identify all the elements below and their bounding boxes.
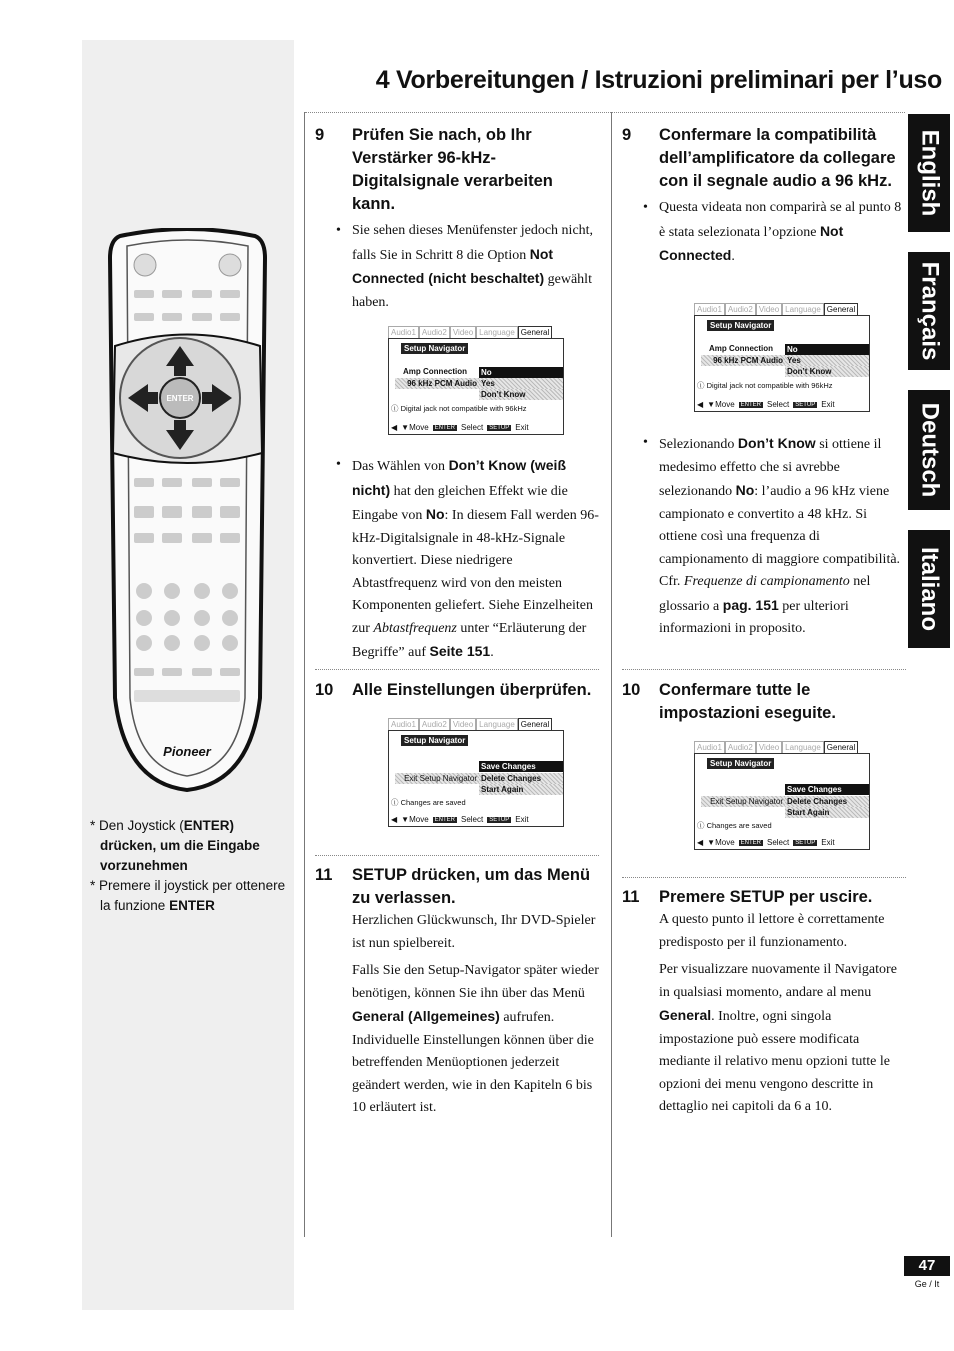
tab-italiano[interactable]: Italiano	[908, 530, 950, 648]
column-divider	[611, 112, 612, 1237]
column-divider	[304, 112, 305, 1237]
paragraph: A questo punto il lettore è correttamente predisposto per il funzionamento.	[659, 912, 885, 950]
caption-it: * Premere il joystick per ottenere la funzione ENTER	[90, 878, 286, 913]
divider	[315, 855, 599, 856]
step-9-heading: 9 Confermare la compatibilità dell’amplificatore da collegare con il segnale audio a 96 kHz.	[622, 126, 896, 190]
german-step-10	[315, 679, 600, 702]
setup-screen-amp-connection: Audio1 Audio2 Video Language General Setup Navigator Amp Connection 96 kHz PCM Audio No Yes Don’t Know ⓘ Digital jack not compatible with 96kHz ◀ ▼Move ENTER Select SETUP Exit	[388, 326, 564, 436]
divider	[315, 669, 599, 670]
step-10-heading: 10 Confermare tutte le impostazioni eseguite.	[622, 681, 836, 722]
paragraph: Herzlichen Glückwunsch, Ihr DVD-Spieler ist nun spielbereit.	[352, 913, 596, 951]
german-column-cont	[315, 452, 600, 665]
step-11-heading: 11 SETUP drücken, um das Menü zu verlassen.	[315, 866, 591, 907]
caption-de: * Den Joystick (ENTER) drücken, um die Eingabe vorzunehmen	[90, 818, 260, 873]
remote-control-illustration	[100, 228, 275, 798]
page-number: 47	[904, 1256, 950, 1276]
paragraph: Falls Sie den Setup-Navigator später wieder benötigen, können Sie ihn über das Menü General (Allgemeines) aufrufen. Individuelle Einstellungen können über die betreffenden Menüoptionen jederzeit geändert werden, wie in den Kapiteln 6 bis 10 erläutert ist.	[352, 963, 599, 1115]
bullet-item: • Sie sehen dieses Menüfenster jedoch nicht, falls Sie in Schritt 8 die Option Not Connected (nicht beschaltet) gewählt haben.	[336, 223, 594, 310]
step-9-heading: 9 Prüfen Sie nach, ob Ihr Verstärker 96-kHz-Digitalsignale verarbeiten kann.	[315, 126, 553, 213]
tab-deutsch[interactable]: Deutsch	[908, 390, 950, 510]
italian-column	[622, 124, 907, 269]
tab-english[interactable]: English	[908, 114, 950, 232]
divider	[622, 669, 906, 670]
paragraph: Per visualizzare nuovamente il Navigatore in qualsiasi momento, andare al menu General. Inoltre, ogni singola impostazione può essere modificata mediante il relativo menu opzioni tutte le opzioni dei menu vengono descritte in dettaglio nei capitoli da 6 a 10.	[659, 962, 897, 1114]
language-code: Ge / It	[914, 1279, 940, 1289]
bullet-item: • Selezionando Don’t Know si ottiene il medesimo effetto che si avrebbe selezionando No: l’audio a 96 kHz viene campionato e convertito a 48 kHz. Si ottiene così una frequenza di campionamento di maggiore compatibilità. Cfr. Frequenze di campionamento nel glossario a pag. 151 per ulteriori informazioni in proposito.	[643, 435, 901, 636]
page-title: 4 Vorbereitungen / Istruzioni preliminari per l’uso	[375, 66, 942, 94]
brand-logo: Pioneer	[163, 744, 211, 759]
title-rule	[305, 112, 905, 113]
italian-step-10	[622, 679, 907, 725]
setup-screen-save-changes: Audio1 Audio2 Video Language General Setup Navigator Exit Setup Navigator Save Changes Delete Changes Start Again ⓘ Changes are saved ◀ ▼Move ENTER Select SETUP Exit	[694, 741, 870, 851]
bullet-item: • Questa videata non comparirà se al punto 8 è stata selezionata l’opzione Not Connected.	[643, 200, 902, 264]
enter-label: ENTER	[166, 394, 194, 403]
italian-step-11	[622, 886, 907, 1119]
step-10-heading: 10 Alle Einstellungen überprüfen.	[315, 681, 592, 699]
step-11-heading: 11 Premere SETUP per uscire.	[622, 888, 873, 906]
bullet-item: • Das Wählen von Don’t Know (weiß nicht) hat den gleichen Effekt wie die Eingabe von No: In diesem Fall werden 96-kHz-Digitalsignale in 48-kHz-Signale konvertiert. Diese niedrigere Abtastfrequenz wird von den meisten Komponenten geliefert. Siehe Einzelheiten zur Abtastfrequenz unter “Erläuterung der Begriffe” auf Seite 151.	[336, 457, 599, 660]
german-column	[315, 124, 600, 314]
italian-column-cont	[622, 430, 907, 641]
tab-francais[interactable]: Français	[908, 252, 950, 370]
german-step-11	[315, 864, 600, 1120]
setup-screen-save-changes: Audio1 Audio2 Video Language General Setup Navigator Exit Setup Navigator Save Changes Delete Changes Start Again ⓘ Changes are saved ◀ ▼Move ENTER Select SETUP Exit	[388, 718, 564, 828]
divider	[622, 877, 906, 878]
setup-screen-amp-connection: Audio1 Audio2 Video Language General Setup Navigator Amp Connection 96 kHz PCM Audio No Yes Don’t Know ⓘ Digital jack not compatible with 96kHz ◀ ▼Move ENTER Select SETUP Exit	[694, 303, 870, 413]
